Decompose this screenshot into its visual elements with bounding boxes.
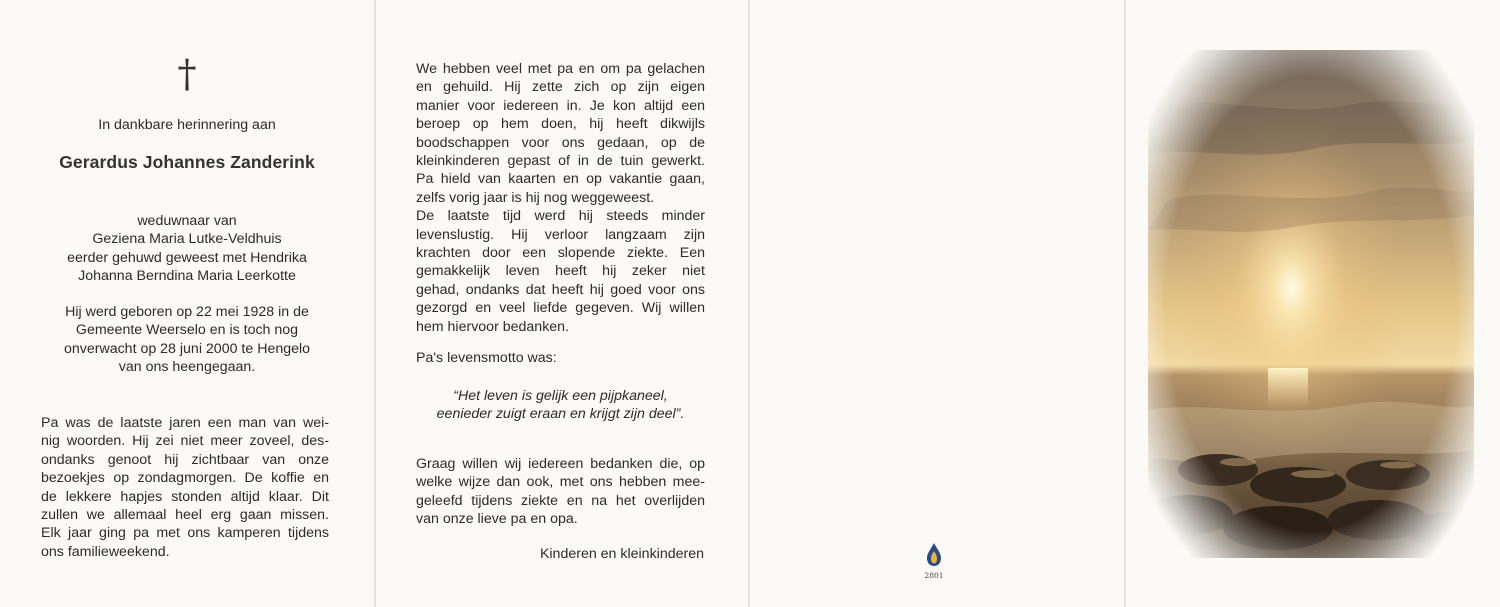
text-line: boodschappen voor ons gedaan, op de	[416, 134, 705, 151]
text-line: geleefd tijdens ziekte en na het overlijden	[416, 492, 705, 509]
flame-logo-icon	[924, 542, 944, 573]
text-line: gezorgd en veel liefde gegeven. Wij willen	[416, 300, 705, 317]
text-line: We hebben veel met pa en om pa gelachen	[416, 61, 705, 77]
printer-code: 2801	[924, 571, 944, 580]
text-line: welke wijze dan ook, met ons hebben mee-	[416, 474, 705, 491]
text-line: bezoekjes op zondagmorgen. De koffie en	[41, 470, 329, 487]
text-line: Elk jaar ging pa met ons kamperen tijdens	[41, 525, 329, 542]
thanks-paragraph	[416, 455, 705, 529]
text-line: eenieder zuigt eraan en krijgt zijn deel”.	[436, 406, 685, 423]
text-line: Gemeente Weerselo en is toch nog	[75, 322, 299, 339]
motto-quote	[416, 387, 705, 424]
text-line: beroep op hem doen, hij heeft dikwijls	[416, 116, 705, 133]
text-line: nig woorden. Hij zei niet meer zoveel, des-	[41, 433, 329, 450]
text-line: gemakkelijk leven heeft hij zeker niet	[416, 263, 705, 280]
signature: Kinderen en kleinkinderen	[539, 546, 704, 562]
text-line: kleinkinderen gepast of in de tuin gewerkt.	[416, 153, 705, 170]
text-line: hem hiervoor bedanken.	[416, 318, 570, 335]
text-line: krachten door een slopende ziekte. Een	[416, 245, 705, 262]
text-line: de lekkere hapjes stonden altijd klaar. Dit	[41, 488, 329, 505]
intro-text: In dankbare herinnering aan	[98, 117, 276, 133]
text-line: en gehuild. Hij zette zich op zijn eigen	[416, 79, 705, 96]
text-line: Pa was de laatste jaren een man van wei-	[41, 415, 329, 431]
text-line: “Het leven is gelijk een pijpkaneel,	[453, 388, 668, 404]
text-line: De laatste tijd werd hij steeds minder	[416, 208, 705, 225]
text-line: Johanna Berndina Maria Leerkotte	[78, 268, 296, 285]
story-paragraph-2	[416, 60, 705, 336]
birth-death-text	[0, 303, 374, 377]
text-line: zelfs vorig jaar is hij nog weggeweest.	[416, 189, 655, 206]
cross-icon: †	[177, 52, 197, 96]
text-line: ondanks genoot hij zichtbaar van onze	[41, 451, 329, 468]
text-line: manier voor iedereen in. Je kon altijd een	[416, 97, 705, 114]
text-line: Geziena Maria Lutke-Veldhuis	[92, 231, 282, 248]
text-line: onverwacht op 28 juni 2000 te Hengelo	[63, 340, 311, 357]
story-paragraph-1	[41, 414, 329, 561]
text-line: ons familieweekend.	[41, 543, 170, 560]
text-line: zullen we allemaal heel erg gaan missen.	[41, 507, 329, 524]
text-line: Graag willen wij iedereen bedanken die, op	[416, 456, 705, 472]
text-line: gehad, ondanks dat heeft hij goed voor ons	[416, 281, 705, 298]
motto-label: Pa's levensmotto was:	[416, 350, 557, 366]
sunset-over-sea-image	[1148, 50, 1474, 558]
panel-back	[750, 0, 1124, 607]
text-line: weduwnaar van	[137, 213, 237, 229]
text-line: levenslustig. Hij verloor langzaam zijn	[416, 226, 705, 243]
text-line: van onze lieve pa en opa.	[416, 511, 578, 528]
widower-text	[0, 212, 374, 286]
panel-left	[0, 0, 374, 607]
text-line: eerder gehuwd geweest met Hendrika	[67, 249, 307, 266]
text-line: Pa hield van kaarten en op vakantie gaan,	[416, 171, 705, 188]
text-line: van ons heengegaan.	[118, 359, 256, 376]
deceased-name: Gerardus Johannes Zanderink	[59, 152, 315, 172]
text-line: Hij werd geboren op 22 mei 1928 in de	[65, 304, 309, 320]
